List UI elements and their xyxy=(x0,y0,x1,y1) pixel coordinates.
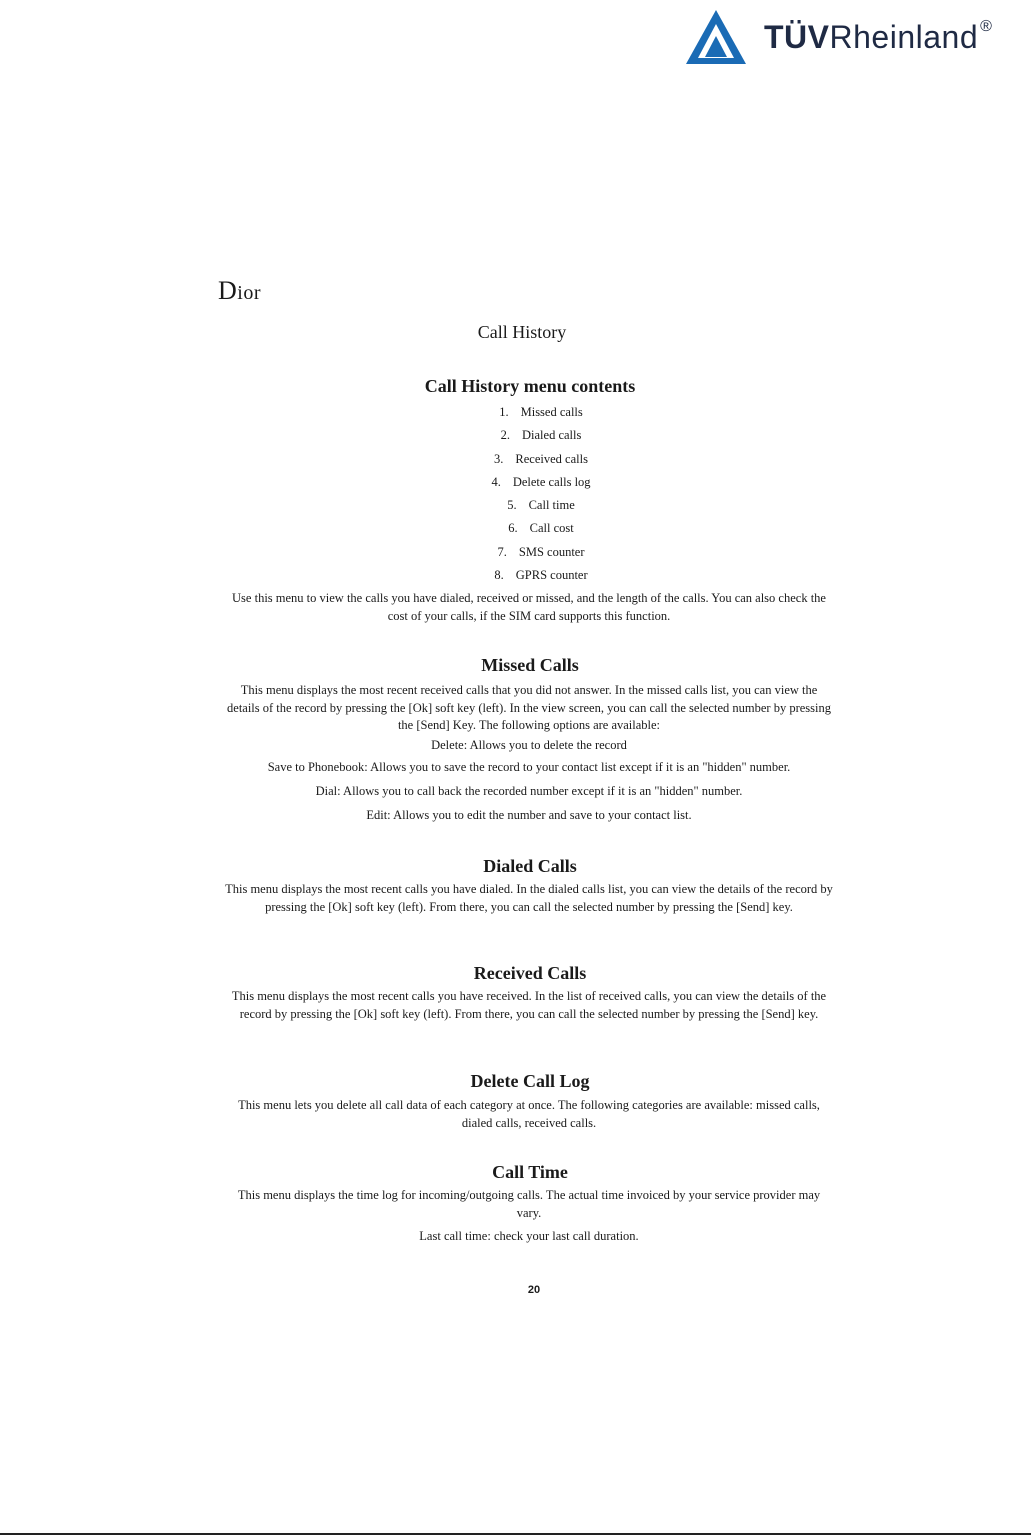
option-dial: Dial: Allows you to call back the recorded number except if it is an "hidden" number. xyxy=(315,784,743,798)
missed-calls-heading: Missed Calls xyxy=(481,655,579,675)
bottom-divider xyxy=(0,1533,1031,1535)
list-item: 6. Call cost xyxy=(508,521,574,536)
list-item: 7. SMS counter xyxy=(497,544,585,559)
dialed-calls-heading: Dialed Calls xyxy=(483,856,577,876)
tuv-triangle-icon xyxy=(684,8,748,66)
call-time-heading: Call Time xyxy=(492,1162,568,1182)
page-title: Call History xyxy=(477,322,567,342)
brand-name: Dior xyxy=(218,276,261,305)
received-calls-text: This menu displays the most recent calls you have received. In the list of received calls, you can view the details of the record by pressing the [Ok] soft key (left). From there, you can call the selected number by pressing the [Send] key. xyxy=(231,989,827,1021)
page-number: 20 xyxy=(527,1284,541,1296)
option-save-to-phonebook: Save to Phonebook: Allows you to save the record to your contact list except if it is an "hidden" number. xyxy=(267,760,791,774)
list-item: 4. Delete calls log xyxy=(491,474,591,489)
tuv-rheinland-logo xyxy=(684,8,992,66)
list-item: 3. Received calls xyxy=(494,451,588,466)
dialed-calls-text: This menu displays the most recent calls you have dialed. In the dialed calls list, you can view the details of the record by pressing the [Ok] soft key (left). From there, you can call the selected number by pressing the [Send] key. xyxy=(225,882,833,914)
last-call-time: Last call time: check your last call duration. xyxy=(419,1229,639,1243)
list-item: 8. GPRS counter xyxy=(494,568,588,583)
menu-contents-list xyxy=(0,401,1031,587)
delete-call-log-heading: Delete Call Log xyxy=(470,1071,590,1091)
menu-contents-heading: Call History menu contents xyxy=(424,376,636,396)
option-edit: Edit: Allows you to edit the number and save to your contact list. xyxy=(366,808,692,822)
list-item: 2. Dialed calls xyxy=(500,428,582,443)
call-time-text: This menu displays the time log for incoming/outgoing calls. The actual time invoiced by your service provider may vary. xyxy=(237,1188,821,1220)
list-item: 1. Missed calls xyxy=(499,405,583,419)
option-delete: Delete: Allows you to delete the record xyxy=(431,738,627,752)
received-calls-heading: Received Calls xyxy=(473,963,587,983)
menu-description: Use this menu to view the calls you have dialed, received or missed, and the length of the calls. You can also check the cost of your calls, if the SIM card supports this function. xyxy=(232,591,826,623)
logo-wordmark: TÜVRheinland ® xyxy=(764,18,993,55)
list-item: 5. Call time xyxy=(507,498,575,513)
delete-call-log-text: This menu lets you delete all call data of each category at once. The following categories are available: missed calls, dialed calls, received calls. xyxy=(238,1098,820,1130)
missed-calls-text: This menu displays the most recent received calls that you did not answer. In the missed calls list, you can view the details of the record by pressing the [Ok] soft key (left). In the view screen, you can call the selected number by pressing the [Send] Key. The following options are available: xyxy=(227,683,831,732)
